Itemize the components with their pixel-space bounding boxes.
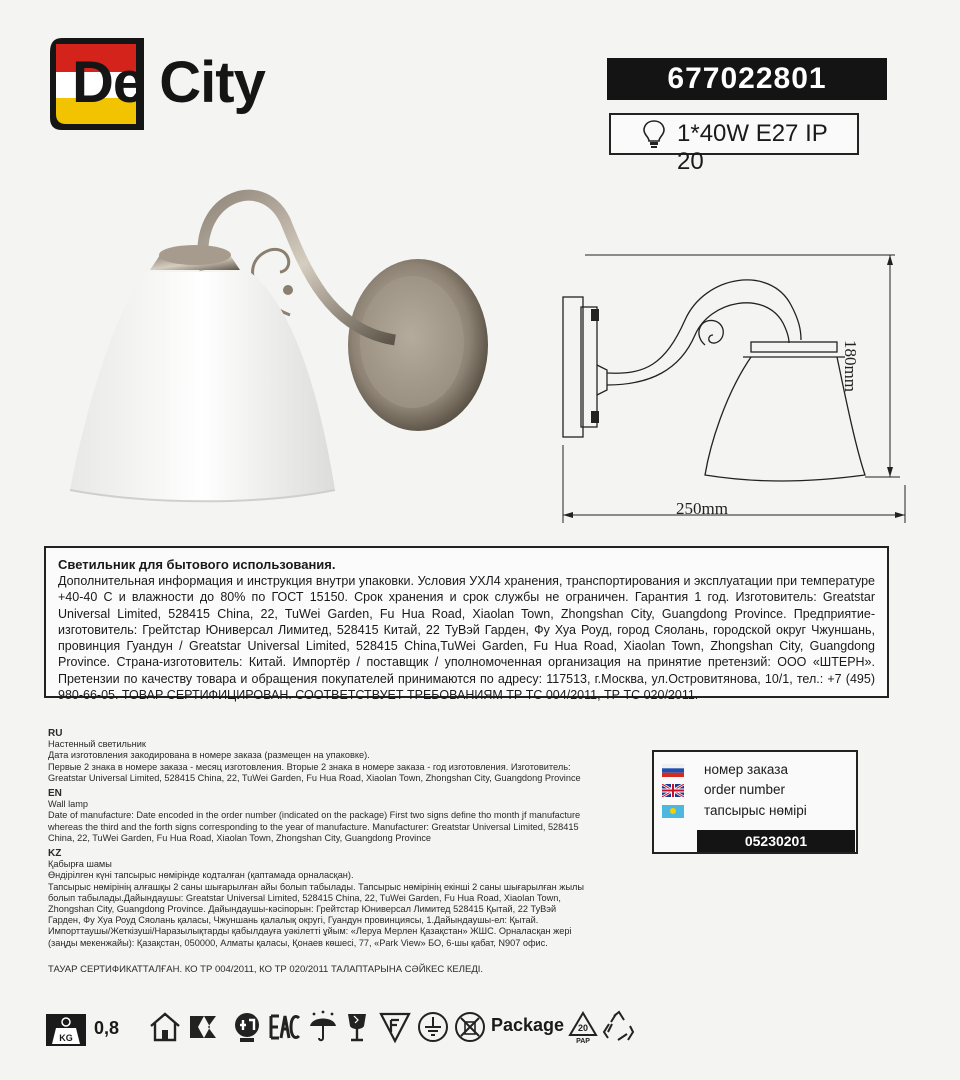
width-dimension-label: 250mm bbox=[676, 499, 728, 518]
ru-line: Настенный светильник bbox=[48, 739, 146, 750]
keep-dry-icon bbox=[306, 1010, 340, 1044]
lang-code-ru: RU bbox=[48, 728, 63, 739]
fragile-icon bbox=[340, 1010, 374, 1044]
no-household-waste-icon bbox=[453, 1010, 487, 1044]
kz-line: Гарден, Фу Хуа Роуд Сяолань қаласы, Чжуншань қалалық округі, Гуандун провинциясы, 1.Дайындаушы-ел: Қытай. bbox=[48, 915, 539, 926]
weight-icon bbox=[46, 1014, 86, 1046]
en-line: China, 22, TuWei Garden, Fu Hua Road, Xiaolan Town, Zhongshan City, Guangdong Province bbox=[48, 832, 432, 843]
light-bulb-icon bbox=[641, 119, 667, 149]
package-label: Package bbox=[491, 1015, 565, 1035]
info-box bbox=[44, 546, 889, 703]
height-dimension-label: 180mm bbox=[841, 340, 860, 392]
multilanguage-text bbox=[48, 724, 633, 949]
weight-value: 0,8 bbox=[94, 1018, 120, 1038]
lang-code-kz: KZ bbox=[48, 848, 62, 860]
ru-line: Greatstar Universal Limited, 528415 China, 22, TuWei Garden, Fu Hua Road, Xiaolan Town, Zhongshan City, Guangdong Province bbox=[48, 772, 581, 783]
kz-line: Өндірілген күні тапсырыс нөмірінде кодталған (қаптамада орналасқан). bbox=[48, 870, 354, 881]
lamp-dimension-drawing bbox=[555, 245, 915, 530]
pap-number: 20 bbox=[577, 1023, 589, 1033]
order-number-value: 05230201 bbox=[697, 830, 855, 852]
order-row-ru bbox=[704, 762, 788, 778]
kz-line: Тапсырыс нөмірінің алғашқы 2 саны шығарылған айы болып табылады. Тапсырыс нөмірінің екінші 2 саны шығарылған жылы bbox=[48, 881, 585, 892]
lang-code-en: EN bbox=[48, 788, 62, 800]
eac-mark-icon bbox=[268, 1010, 302, 1044]
en-line: Date of manufacture: Date encoded in the order number (indicated on the package) First two signs define tho month jf manufacture bbox=[48, 810, 581, 821]
lamp-photo bbox=[60, 160, 500, 510]
order-label-ru: номер заказа bbox=[704, 762, 788, 777]
pct-certification-icon bbox=[230, 1010, 264, 1044]
kg-weight-icon bbox=[46, 1014, 86, 1046]
spec-box bbox=[609, 113, 859, 175]
pap-recycling-icon bbox=[566, 1010, 600, 1044]
info-title: Светильник для бытового использования. bbox=[58, 557, 336, 572]
kz-certificate-line: ТАУАР СЕРТИФИКАТТАЛҒАН. КО ТР 004/2011, КО ТР 020/2011 ТАЛАПТАРЫНА СӘЙКЕС КЕЛЕДІ. bbox=[48, 964, 484, 975]
en-line: whereas the third and the forth signs corresponding to the year of manufacture. Manufacturer: Greatstar Universal Limited, 528415 bbox=[48, 821, 579, 832]
recycle-icon bbox=[602, 1010, 636, 1044]
f-mark-icon bbox=[378, 1010, 412, 1044]
info-text: Дополнительная информация и инструкция внутри упаковки. Условия УХЛ4 хранения, транспортирования и эксплуатации при температуре +40-40 С и влажности до 80% по ГОСТ 15150. Срок хранения и срок службы не ограничен. Гарантия 1 год. Изготовитель: Greatstar Universal Limited, 528415 China, 22, TuWei Garden, Fu Hua Road, Xiaolan Town, Zhongshan City, Guangdong Province. Предприятие-изготовитель: Грейтстар Юниверсал Лимитед, 528415 Китай, 22 ТуВэй Гарден, Фу Хуа Роуд, город Сяолань, городской округ Чжуншань, провинция Гуандун / Greatstar Universal Limited, 528415 China,TuWei Garden, Fu Hua Road, Xiaolan Town, Zhongshan City, Guangdong Province. Страна-изготовитель: Китай. Импортёр / поставщик / уполномоченная организация на принятие претензий: ООО «ШТЕРН». Претензии по качеству товара и обращения покупателей принимаются по адресу: 117513, г.Москва, ул.Островитянова, 10/1, тел.: +7 (495) 980-66-05. ТОВАР СЕРТИФИЦИРОВАН. СООТВЕТСТВУЕТ ТРЕБОВАНИЯМ ТР ТС 004/2011, ТР ТС 020/2011. bbox=[58, 574, 875, 703]
kz-line: болып табылады.Дайындаушы: Greatstar Universal Limited, 528415 China, 22, TuWei Garden, Fu Hua Road, Xiaolan Town, bbox=[48, 892, 561, 903]
brand-logo-text: De City bbox=[72, 50, 265, 115]
kz-line: Zhongshan City, Guangdong Province. Дайындаушы-кәсіпорын: Грейтстар Юниверсал Лимитед 528415 Қытай, 22 ТуВэй bbox=[48, 904, 557, 915]
kz-line: Қабырға шамы bbox=[48, 859, 112, 870]
kazakhstan-flag-icon bbox=[662, 805, 684, 818]
order-row-kz bbox=[704, 803, 807, 819]
ground-protection-icon bbox=[416, 1010, 450, 1044]
en-line: Wall lamp bbox=[48, 799, 88, 810]
indoor-use-icon bbox=[148, 1010, 182, 1044]
spec-text: 1*40W E27 IP 20 bbox=[677, 120, 828, 175]
kz-line: Импорттаушы/Жеткізуші/Наразылықтарды қабылдауға уәкілетті ұйым: «Леруа Мерлен Қазақстан» ЖШС. Орналасқан жері bbox=[48, 926, 572, 937]
order-label-en: order number bbox=[704, 782, 786, 797]
ru-line: Дата изготовления закодирована в номере заказа (размещен на упаковке). bbox=[48, 750, 370, 761]
weight-unit: KG bbox=[59, 1033, 73, 1043]
ru-line: Первые 2 знака в номере заказа - месяц изготовления. Вторые 2 знака в номере заказа - год изготовления. Изготовитель: bbox=[48, 761, 571, 772]
article-number: 677022801 bbox=[607, 58, 887, 100]
pap-code: PAP bbox=[576, 1038, 590, 1044]
kz-line: (заңды мекенжайы): Қазақстан, 050000, Алматы қаласы, Қонаев көшесі, 77, «Park View» БО, 6-шы қабат, N907 офис. bbox=[48, 937, 548, 948]
russia-flag-icon bbox=[662, 764, 684, 777]
order-row-en bbox=[704, 782, 785, 798]
order-label-kz: тапсырыс нөмірі bbox=[704, 803, 807, 818]
ek-certification-icon bbox=[186, 1010, 220, 1044]
uk-flag-icon bbox=[662, 784, 684, 797]
